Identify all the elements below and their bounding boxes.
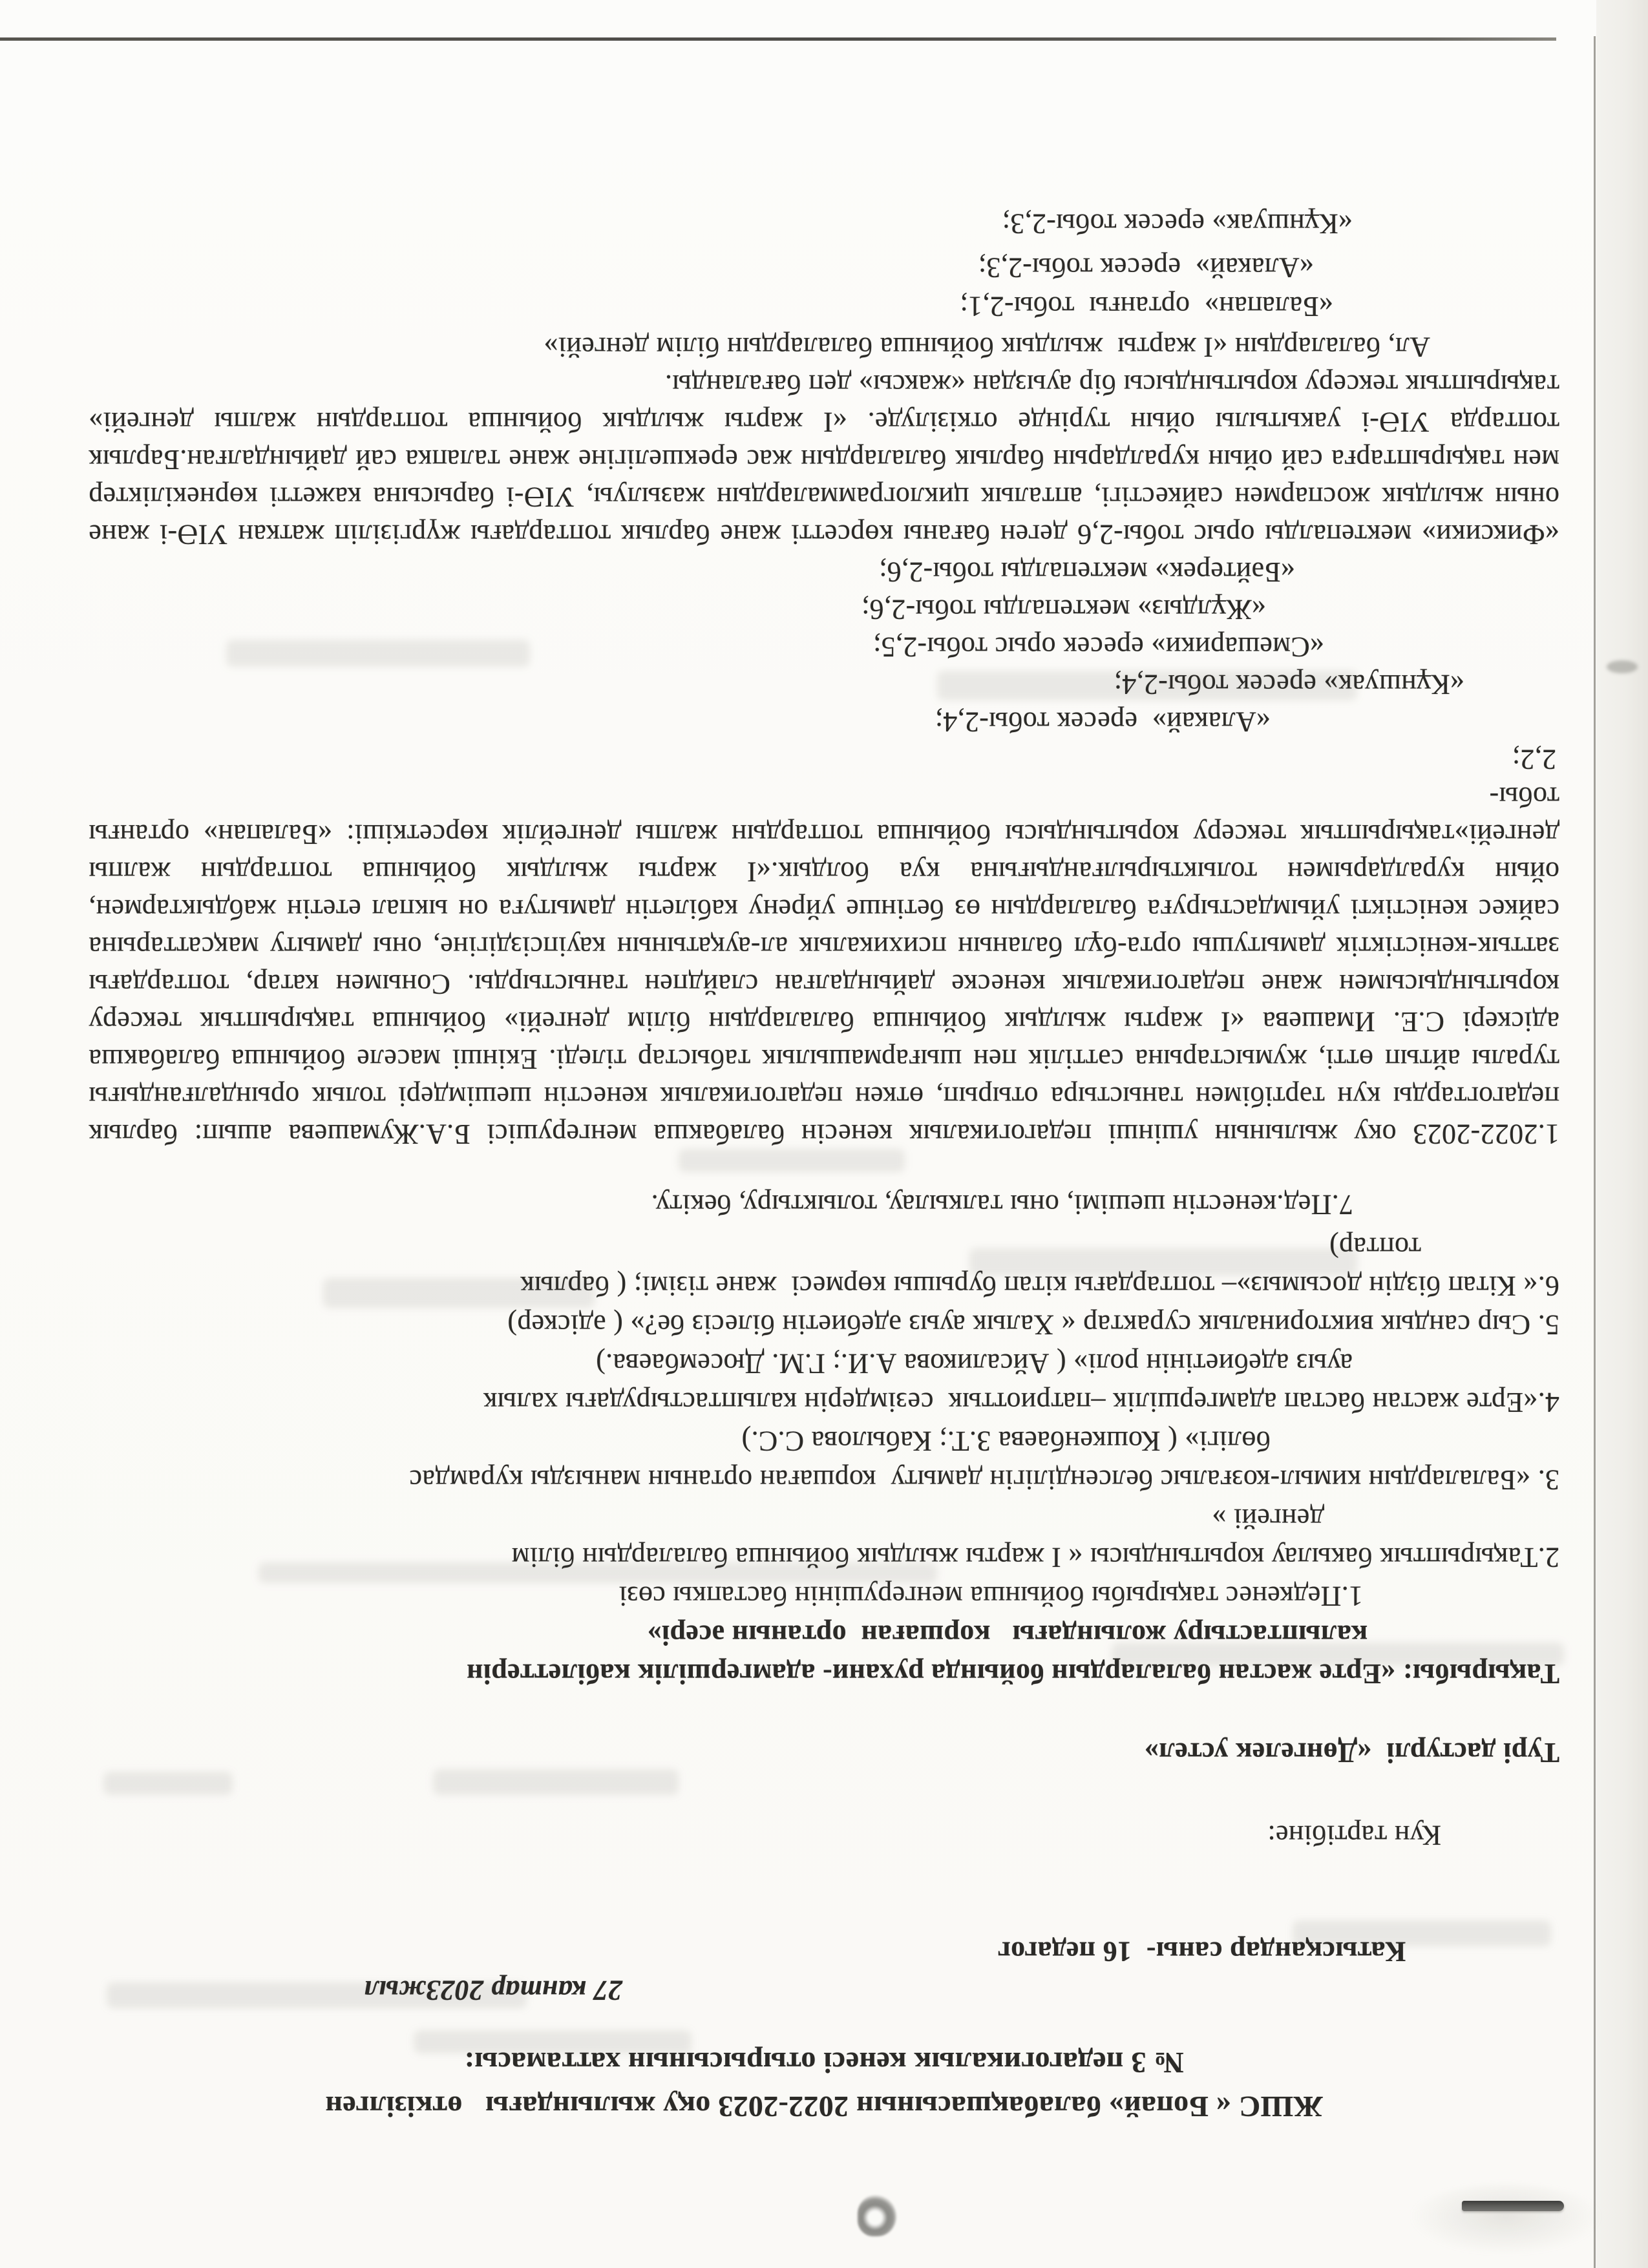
ink-smudge-small [1607,660,1638,673]
group-score-line: «Кұншуак» ересек тобы-2,3; [1002,208,1353,240]
agenda-item-6-cont: топтар) [1329,1232,1421,1263]
group-score-line: «Бәйтерек» мектепалды тобы-2,6; [878,556,1295,588]
group-score-line: «Алакай» ересек тобы-2,4; [935,706,1271,738]
group-score-line: «Жұлдыз» мектепалды тобы-2,6; [861,594,1266,625]
scan-edge-line-top [0,37,1556,41]
agenda-item-1: 1.Педкенес тақырыбы бойынша менгерушінін бастапкы сөзі [618,1580,1363,1612]
document-title-line2: № 3 педагогикалык кенесі отырысынын хаттамасы: [464,2046,1184,2079]
agenda-item-4-cont: ауыз адебиетінін ролі» ( Айсаликова А.И.; Г.М. Дюсембаева.) [595,1348,1353,1380]
agenda-item-6: 6.« Кітап біздін досымыз»– топтардағы кітап бурышы көрмесі жане тізімі; ( барлык [520,1270,1559,1302]
meta-line [89,1854,1450,2010]
document-content [89,97,1559,2126]
minutes-paragraph-2: «Фиксики» мектепалды орыс тобы-2,6 деген бағаны көрсетті жане барлык топтардағы жүргізіліп жаткан УІӘ-і жане онын жылдык жоспармен сайкестігі, апталык циклограммалардын жазылуы, УІӘ-і барысына кажетті көрнекіліктер мен тақырыптарға сай ойын куралдарын барлык балалардын жас ерекшелігіне жане талапка сай дайындалған.Барлык топтарда УІӘ-і уакытылы ойын турінде откізілуде. «I жарты жылдык бойынша топтардын жалпы денгейі» тақырыптык тексеру корытындысы бір ауыздан «жаксы» деп бағаланды. [89,369,1559,551]
paper-crease [1409,2184,1603,2255]
protocol-date: 27 кантар 2023жыл [364,1975,622,2006]
agenda-item-4: 4.«Ерте жастан бастап адамгершілік –патриоттык сезімдерін калыптастырудағы халык [483,1387,1559,1418]
minutes-paragraph-1: 1.2022-2023 оку жылынын ушінші педагогикалык кенесін балабакша менгерушісі Б.А.Жумашева ашып: барлык педагогтарды кун тәртібімен таныстыра отырып, өткен педагогикалык кенестін шешімдері толык орындалғандығы туралы айтып өтті, жумыстарына сәттілік пен шығармашылык табыстар тіледі. Екінші маселе бойынша балабакша адіскері С.Е. Имашева «I жарты жылдык бойынша балалардын білім денгейі» бойынша тақырыптык тексеру корытындысымен жане педагогикалык кенеске дайындалған слайдпен таныстырды. Сонымен катар, топтардағы заттык-кеністіктік дамытушы орта-бұл баланын психикалык ал-ауқатынын кауіпсіздігіне, оны дамыту мақсаттарына сайкес кеністікті уйымдастыруға балалардын өз бетінше уйрену кабілетін дамытуға он ыкпал ететін жабдыктармен, ойын куралдарымен толыктырылғандығына куа болдык.«I жарты жылдык бойынша топтардын жалпы денгейі»тақырыптык тексеру корытындысы бойынша топтардын жалпы денгейлік көрсеткіші: «Балапан» ортанғы тобы- [89,781,1559,1150]
agenda-item-3-cont: бөлігі» ( Кошкенбаева З.Т.; Кабылова С.С.) [741,1425,1271,1457]
participants-count: Катысқандар саны- 16 педагог [997,1936,1406,1968]
agenda-item-2: 2.Тақырыптык бакылау корытындысы « I жарты жылдык бойынша балалардын білім [511,1542,1559,1573]
group-score-line: «Кұншуак» ересек тобы-2,4; [1114,669,1464,700]
transition-line: Ал, балалардын «I жарты жылдык бойынша балалардын білім денгейі» [544,331,1430,363]
staple [1462,2201,1564,2211]
document-title-line1: ЖШС « Бопай» балабақшасынын 2022-2023 оқу жылындағы өткізілген [325,2090,1323,2123]
topic-line1: Тақырыбы: «Ерте жастан балалардын бойында рухани- адамгершілік кабілеттерін [466,1658,1559,1690]
agenda-item-7: 7.Пед.кенестін шешімі, оны талкылау, толыктыру, бекіту. [651,1189,1353,1221]
ink-smudge [858,2195,896,2236]
group-score-line: «Алакай» ересек тобы-2,3; [978,252,1314,284]
wrapped-score-value: 2,2; [1512,744,1556,775]
meeting-format-line: Турі дастурлі «Дөнгелек устел» [1144,1737,1559,1769]
agenda-label: Кун тартібіне: [1267,1820,1441,1851]
scanner-background-strip [1596,0,1648,2268]
agenda-item-2-cont: денгейі » [1212,1503,1324,1535]
topic-line2: калыптастыру жолындағы коршаған ортанын әсері» [647,1619,1368,1651]
agenda-item-5: 5. Сыр сандык викториналык сурактар « Халык ауыз әдебиетін білесіз бе?» ( әдіскер) [507,1309,1559,1341]
group-score-line: «Балапан» ортанғы тобы-2,1; [960,291,1333,322]
page-edge-line-right [1594,36,1596,2268]
agenda-item-3: 3. «Балалардын кимыл-козғалыс белсенділігін дамыту коршаған ортанын манызды курамдас [409,1464,1559,1496]
group-score-line: «Смешарики» ересек орыс тобы-2,5; [872,631,1324,663]
